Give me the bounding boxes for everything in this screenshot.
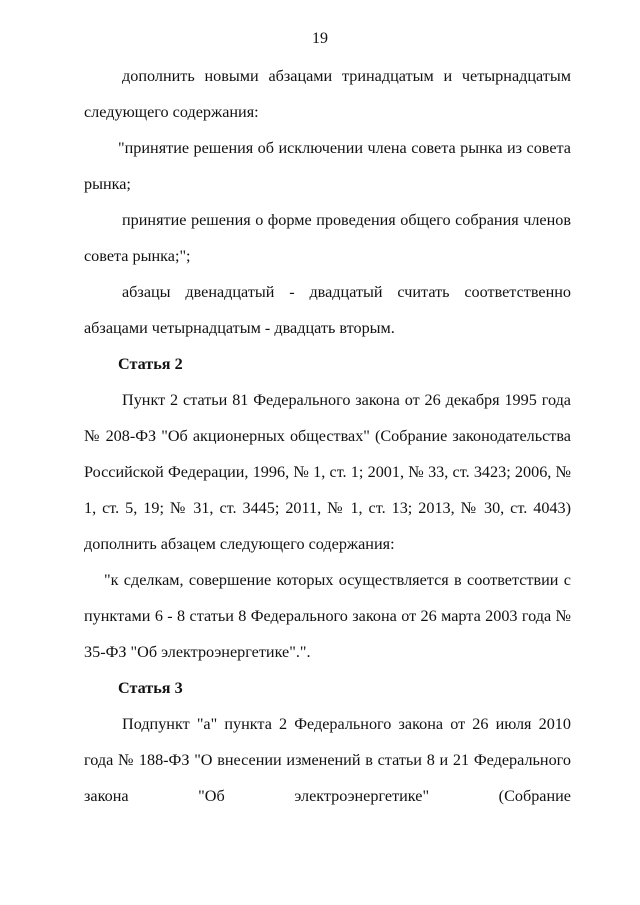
article-3-heading: Статья 3 <box>118 679 183 697</box>
article-2-heading: Статья 2 <box>118 355 183 373</box>
paragraph-quote-exclusion: "принятие решения об исключении члена совета рынка из совета рынка; <box>84 139 571 193</box>
paragraph-quote-meeting-form: принятие решения о форме проведения общего собрания членов совета рынка;"; <box>84 211 571 265</box>
page-number: 19 <box>312 30 328 47</box>
document-body <box>84 58 571 814</box>
paragraph-renumbering: абзацы двенадцатый - двадцатый считать соответственно абзацами четырнадцатым - двадцать вторым. <box>84 283 571 337</box>
paragraph-article-2-body: Пункт 2 статьи 81 Федерального закона от 26 декабря 1995 года № 208-ФЗ "Об акционерных обществах" (Собрание законодательства Российской Федерации, 1996, № 1, ст. 1; 2001, № 33, ст. 3423; 2006, № 1, ст. 5, 19; № 31, ст. 3445; 2011, № 1, ст. 13; 2013, № 30, ст. 4043) дополнить абзацем следующего содержания: <box>84 391 571 553</box>
paragraph-article-3-body: Подпункт "а" пункта 2 Федерального закона от 26 июля 2010 года № 188-ФЗ "О внесении изменений в статьи 8 и 21 Федерального закона "Об электроэнергетике" (Собрание <box>84 715 571 805</box>
paragraph-article-2-quote: "к сделкам, совершение которых осуществляется в соответствии с пунктами 6 - 8 статьи 8 Федерального закона от 26 марта 2003 года № 35-ФЗ "Об электроэнергетике".". <box>84 571 571 661</box>
paragraph-amendment-intro: дополнить новыми абзацами тринадцатым и четырнадцатым следующего содержания: <box>84 67 571 121</box>
